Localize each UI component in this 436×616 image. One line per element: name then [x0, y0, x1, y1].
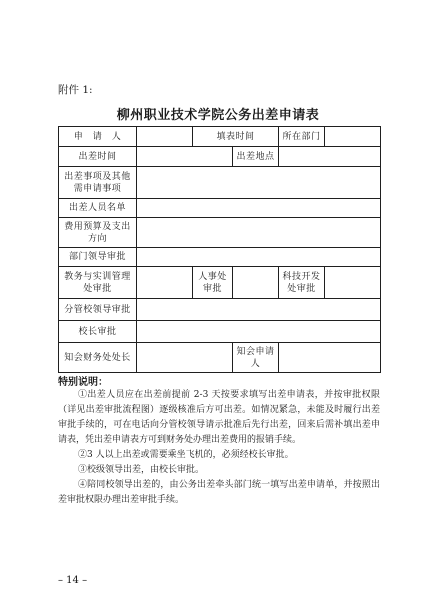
- teaching-approval-field[interactable]: [137, 267, 193, 299]
- budget-label: 费用预算及支出方向: [59, 218, 137, 248]
- department-label: 所在部门: [279, 127, 325, 147]
- principal-label: 校长审批: [59, 321, 137, 343]
- teaching-approval-label: 教务与实训管理处审批: [59, 267, 137, 299]
- notes-title: 特别说明：: [58, 377, 108, 388]
- department-field[interactable]: [325, 127, 381, 147]
- vice-principal-label: 分管校领导审批: [59, 299, 137, 321]
- applicant-label: 申 请 人: [59, 127, 137, 147]
- trip-place-field[interactable]: [279, 147, 381, 167]
- hr-approval-field[interactable]: [233, 267, 279, 299]
- notify-applicant-label: 知会申请人: [233, 343, 279, 373]
- dept-leader-field[interactable]: [137, 248, 381, 267]
- trip-time-field[interactable]: [137, 147, 233, 167]
- research-approval-field[interactable]: [325, 267, 381, 299]
- principal-field[interactable]: [137, 321, 381, 343]
- note-item: ①出差人员应在出差前提前 2-3 天按要求填写出差申请表，并按审批权限（详见出差审批流程图）逐级核准后方可出差。如情况紧急，未能及时履行出差审批手续的，可在电话向分管校领导请示批准后先行出差，回来后需补填出差申请表，凭出差申请表方可到财务处办理出差费用的报销手续。: [58, 390, 380, 445]
- notes-list: [58, 388, 380, 508]
- personnel-field[interactable]: [137, 199, 381, 218]
- travel-application-form: [58, 126, 381, 373]
- trip-place-label: 出差地点: [233, 147, 279, 167]
- dept-leader-label: 部门领导审批: [59, 248, 137, 267]
- notify-applicant-field[interactable]: [279, 343, 381, 373]
- note-item: ②3 人以上出差或需要乘坐飞机的，必须经校长审批。: [78, 450, 294, 460]
- finance-label: 知会财务处处长: [59, 343, 137, 373]
- fill-time-label: 填表时间: [193, 127, 279, 147]
- attachment-label: 附件 1:: [58, 84, 93, 96]
- personnel-label: 出差人员名单: [59, 199, 137, 218]
- hr-approval-label: 人事处审批: [193, 267, 233, 299]
- research-approval-label: 科技开发处审批: [279, 267, 325, 299]
- form-title: 柳州职业技术学院公务出差申请表: [116, 108, 320, 123]
- trip-time-label: 出差时间: [59, 147, 137, 167]
- trip-matters-label: 出差事项及其他需申请事项: [59, 167, 137, 199]
- note-item: ③校级领导出差，由校长审批。: [78, 465, 205, 475]
- applicant-field[interactable]: [137, 127, 193, 147]
- page-number: – 14 –: [58, 575, 88, 586]
- finance-field[interactable]: [137, 343, 233, 373]
- budget-field[interactable]: [137, 218, 381, 248]
- vice-principal-field[interactable]: [137, 299, 381, 321]
- trip-matters-field[interactable]: [137, 167, 381, 199]
- note-item: ④陪同校领导出差的，由公务出差牵头部门统一填写出差申请单，并按照出差审批权限办理出差审批手续。: [58, 480, 380, 505]
